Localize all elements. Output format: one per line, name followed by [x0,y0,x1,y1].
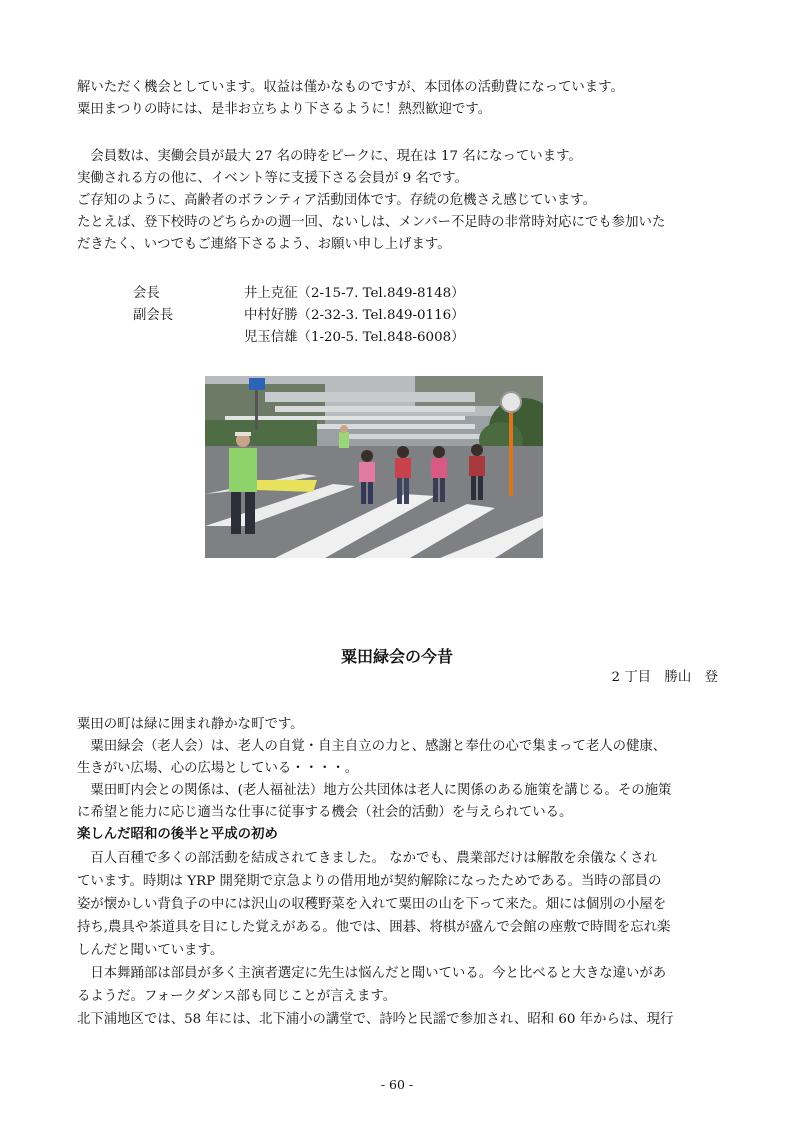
article-title: 粟田緑会の今昔 [340,647,453,666]
article-author: 2 丁目 勝山 登 [611,670,718,685]
text-line: に希望と能力に応じ適当な仕事に従事する機会（社会的活動）を与えられている。 [77,805,573,820]
text-line: しんだと聞いています。 [77,943,224,958]
text-line: ています。時期は YRP 開発期で京急よりの借用地が契約解除になったためである。当時の部員の [77,874,662,889]
officer-role: 副会長 [133,308,174,323]
text-line: 実働される方の他に、イベント等に支援下さる会員が 9 名です。 [77,171,468,186]
crosswalk-photo-illustration [205,376,543,558]
crosswalk-photo [205,376,543,558]
text-line: だきたく、いつでもご連絡下さるよう、お願い申し上げます。 [77,237,451,252]
text-line: たとえば、登下校時のどちらかの週一回、ないしは、メンバー不足時の非常時対応にでも参加いた [77,215,666,230]
text-line: るようだ。フォークダンス部も同じことが言えます。 [77,989,397,1004]
text-line: ご存知のように、高齢者のボランティア活動団体です。存続の危機さえ感じています。 [77,193,597,208]
officer-role: 会長 [133,286,160,301]
text-line: 持ち,農具や茶道具を目にした覚えがある。他では、囲碁、将棋が盛んで会館の座敷で時間を忘れ楽 [77,920,671,935]
text-line: 日本舞踊部は部員が多く主演者選定に先生は悩んだと聞いている。今と比べると大きな違いがあ [77,966,667,981]
text-line: 解いただく機会としています。収益は僅かなものですが、本団体の活動費になっています。 [77,80,624,95]
text-line: 姿が懐かしい背負子の中には沢山の収穫野菜を入れて粟田の山を下って来た。畑には個別の小屋を [77,897,667,912]
text-line: 粟田町内会との関係は、(老人福祉法）地方公共団体は老人に関係のある施策を講じる。その施策 [77,783,672,798]
text-line: 生きがい広場、心の広場としている・・・・。 [77,761,359,776]
text-line: 会員数は、実働会員が最大 27 名の時をピークに、現在は 17 名になっています。 [77,149,582,164]
section-heading: 楽しんだ昭和の後半と平成の初め [77,827,278,842]
officer-name: 中村好勝（2-32-3. Tel.849-0116） [244,308,465,323]
text-line: 百人百種で多くの部活動を結成されてきました。 なかでも、農業部だけは解散を余儀なくされ [77,851,658,866]
text-line: 粟田の町は緑に囲まれ静かな町です。 [77,717,304,732]
text-line: 北下浦地区では、58 年には、北下浦小の講堂で、詩吟と民謡で参加され、昭和 60 年からは、現行 [77,1012,674,1027]
text-line: 粟田まつりの時には、是非お立ちより下さるように！熱烈歓迎です。 [77,102,492,117]
officer-name: 井上克征（2-15-7. Tel.849-8148） [244,286,465,301]
page-number: - 60 - [380,1077,414,1092]
officer-name: 児玉信雄（1-20-5. Tel.848-6008） [244,330,465,345]
text-line: 粟田緑会（老人会）は、老人の自覚・自主自立の力と、感謝と奉仕の心で集まって老人の健康、 [77,739,667,754]
